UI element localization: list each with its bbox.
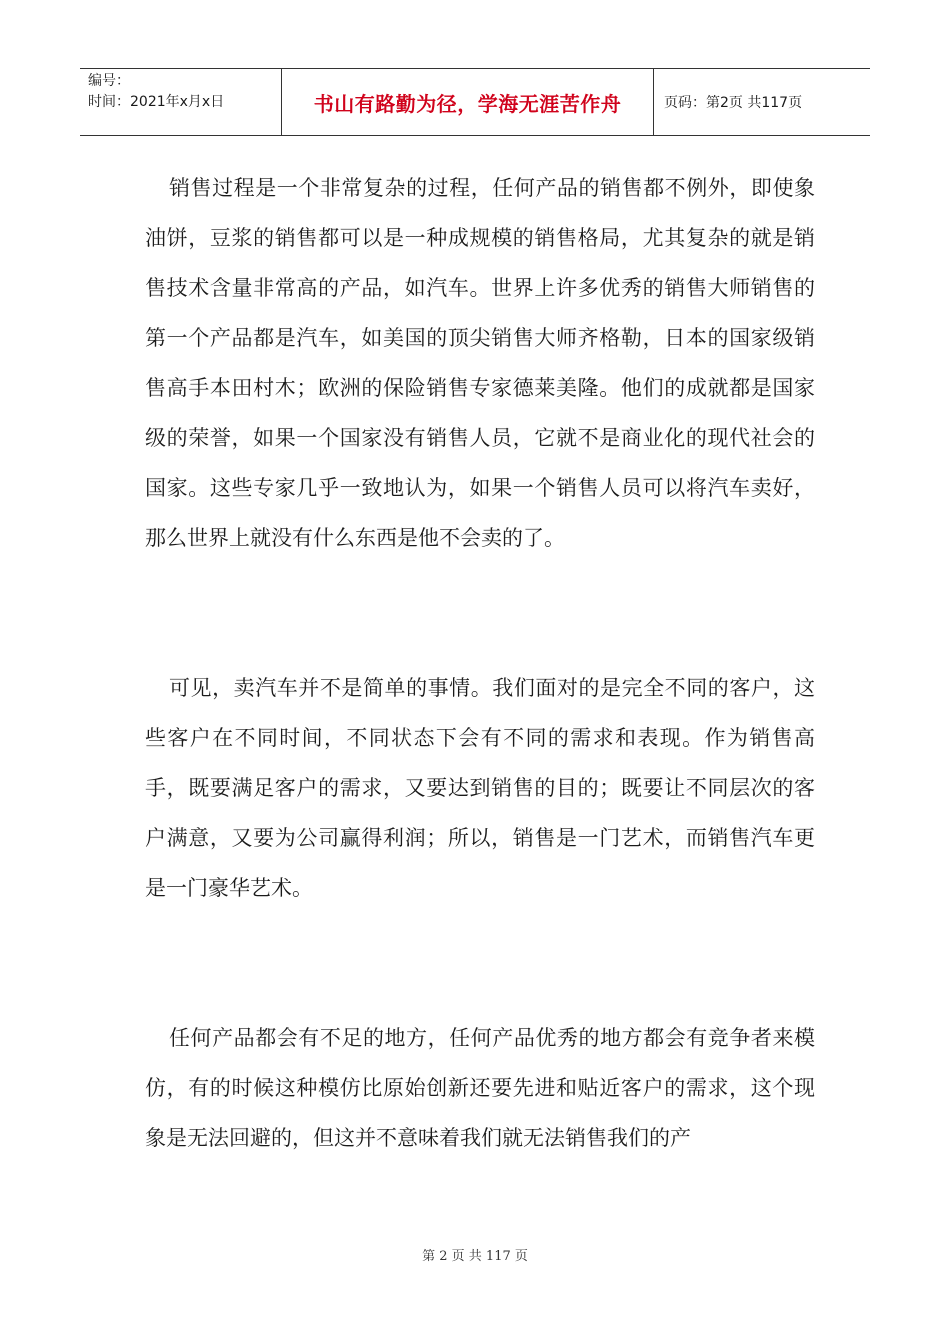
document-number-label: 编号： [88,73,130,89]
header-motto: 书山有路勤为径，学海无涯苦作舟 [313,91,622,116]
document-date: 时间：2021年x月x日 [88,94,225,110]
footer-page-number: 第 2 页 共 117 页 [422,1249,528,1264]
header-page-cell [654,69,870,135]
header-motto-cell [282,69,654,135]
header-table [80,68,870,136]
page-footer [0,1245,950,1264]
header-page-info: 页码：第2页 共117页 [664,95,803,111]
paragraph-2: 可见，卖汽车并不是简单的事情。我们面对的是完全不同的客户，这些客户在不同时间，不同状态下会有不同的需求和表现。作为销售高手，既要满足客户的需求，又要达到销售的目的；既要让不同层次的客户满意，又要为公司赢得利润；所以，销售是一门艺术，而销售汽车更是一门豪华艺术。 [145,676,815,900]
paragraph-1: 销售过程是一个非常复杂的过程，任何产品的销售都不例外，即使象油饼，豆浆的销售都可以是一种成规模的销售格局，尤其复杂的就是销售技术含量非常高的产品，如汽车。世界上许多优秀的销售大师销售的第一个产品都是汽车，如美国的顶尖销售大师齐格勒，日本的国家级销售高手本田村木；欧洲的保险销售专家德莱美隆。他们的成就都是国家级的荣誉，如果一个国家没有销售人员，它就不是商业化的现代社会的国家。这些专家几乎一致地认为，如果一个销售人员可以将汽车卖好，那么世界上就没有什么东西是他不会卖的了。 [145,176,815,550]
header-meta-cell [80,69,282,135]
document-body [145,163,815,1163]
paragraph-3: 任何产品都会有不足的地方，任何产品优秀的地方都会有竞争者来模仿，有的时候这种模仿比原始创新还要先进和贴近客户的需求，这个现象是无法回避的，但这并不意味着我们就无法销售我们的产 [145,1026,815,1150]
